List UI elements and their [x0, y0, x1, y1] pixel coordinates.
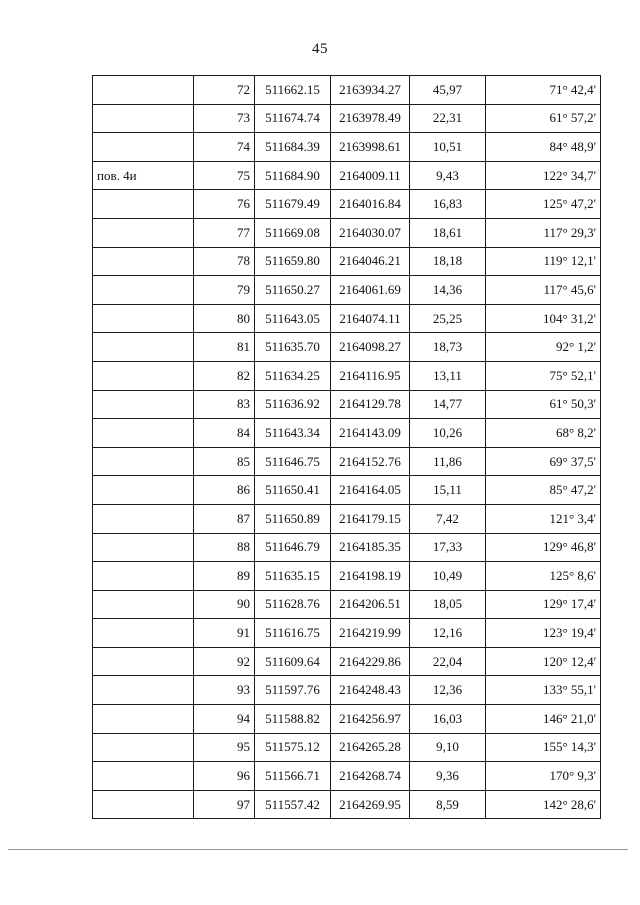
x-coordinate-cell: 511650.27 — [255, 276, 331, 305]
direction-angle-cell: 155° 14,3' — [486, 733, 601, 762]
table-row — [93, 676, 601, 705]
table-row — [93, 190, 601, 219]
row-label-cell — [93, 76, 194, 105]
x-coordinate-cell: 511597.76 — [255, 676, 331, 705]
direction-angle-cell: 117° 29,3' — [486, 218, 601, 247]
direction-angle-cell: 170° 9,3' — [486, 762, 601, 791]
table-row — [93, 133, 601, 162]
x-coordinate-cell: 511588.82 — [255, 705, 331, 734]
distance-cell: 12,16 — [410, 619, 486, 648]
table-row — [93, 504, 601, 533]
table-row — [93, 276, 601, 305]
distance-cell: 14,77 — [410, 390, 486, 419]
x-coordinate-cell: 511634.25 — [255, 361, 331, 390]
point-number-cell: 92 — [194, 647, 255, 676]
y-coordinate-cell: 2164164.05 — [331, 476, 410, 505]
x-coordinate-cell: 511650.89 — [255, 504, 331, 533]
y-coordinate-cell: 2164016.84 — [331, 190, 410, 219]
x-coordinate-cell: 511679.49 — [255, 190, 331, 219]
x-coordinate-cell: 511646.75 — [255, 447, 331, 476]
y-coordinate-cell: 2164046.21 — [331, 247, 410, 276]
point-number-cell: 82 — [194, 361, 255, 390]
y-coordinate-cell: 2163978.49 — [331, 104, 410, 133]
row-label-cell — [93, 190, 194, 219]
point-number-cell: 77 — [194, 218, 255, 247]
x-coordinate-cell: 511635.70 — [255, 333, 331, 362]
direction-angle-cell: 133° 55,1' — [486, 676, 601, 705]
distance-cell: 13,11 — [410, 361, 486, 390]
row-label-cell — [93, 619, 194, 648]
distance-cell: 14,36 — [410, 276, 486, 305]
x-coordinate-cell: 511628.76 — [255, 590, 331, 619]
distance-cell: 45,97 — [410, 76, 486, 105]
distance-cell: 9,36 — [410, 762, 486, 791]
direction-angle-cell: 92° 1,2' — [486, 333, 601, 362]
direction-angle-cell: 129° 46,8' — [486, 533, 601, 562]
row-label-cell — [93, 647, 194, 676]
x-coordinate-cell: 511674.74 — [255, 104, 331, 133]
point-number-cell: 97 — [194, 790, 255, 819]
point-number-cell: 81 — [194, 333, 255, 362]
y-coordinate-cell: 2164074.11 — [331, 304, 410, 333]
row-label-cell — [93, 733, 194, 762]
y-coordinate-cell: 2164206.51 — [331, 590, 410, 619]
row-label-cell — [93, 476, 194, 505]
distance-cell: 10,26 — [410, 419, 486, 448]
row-label-cell — [93, 276, 194, 305]
distance-cell: 16,03 — [410, 705, 486, 734]
point-number-cell: 74 — [194, 133, 255, 162]
coordinates-table — [92, 75, 601, 819]
table-row — [93, 247, 601, 276]
point-number-cell: 87 — [194, 504, 255, 533]
direction-angle-cell: 122° 34,7' — [486, 161, 601, 190]
x-coordinate-cell: 511684.39 — [255, 133, 331, 162]
row-label-cell — [93, 390, 194, 419]
table-row — [93, 705, 601, 734]
x-coordinate-cell: 511650.41 — [255, 476, 331, 505]
distance-cell: 10,49 — [410, 562, 486, 591]
distance-cell: 11,86 — [410, 447, 486, 476]
distance-cell: 25,25 — [410, 304, 486, 333]
direction-angle-cell: 84° 48,9' — [486, 133, 601, 162]
direction-angle-cell: 121° 3,4' — [486, 504, 601, 533]
table-row — [93, 533, 601, 562]
page-bottom-rule — [8, 849, 628, 850]
x-coordinate-cell: 511635.15 — [255, 562, 331, 591]
y-coordinate-cell: 2164269.95 — [331, 790, 410, 819]
distance-cell: 9,43 — [410, 161, 486, 190]
row-label-cell — [93, 562, 194, 591]
direction-angle-cell: 69° 37,5' — [486, 447, 601, 476]
y-coordinate-cell: 2164030.07 — [331, 218, 410, 247]
x-coordinate-cell: 511659.80 — [255, 247, 331, 276]
distance-cell: 18,18 — [410, 247, 486, 276]
distance-cell: 15,11 — [410, 476, 486, 505]
x-coordinate-cell: 511646.79 — [255, 533, 331, 562]
table-row — [93, 790, 601, 819]
y-coordinate-cell: 2164268.74 — [331, 762, 410, 791]
point-number-cell: 73 — [194, 104, 255, 133]
distance-cell: 8,59 — [410, 790, 486, 819]
table-row — [93, 762, 601, 791]
distance-cell: 22,31 — [410, 104, 486, 133]
row-label-cell — [93, 333, 194, 362]
direction-angle-cell: 117° 45,6' — [486, 276, 601, 305]
row-label-cell — [93, 533, 194, 562]
direction-angle-cell: 71° 42,4' — [486, 76, 601, 105]
point-number-cell: 75 — [194, 161, 255, 190]
coordinates-table-body — [93, 76, 601, 819]
direction-angle-cell: 123° 19,4' — [486, 619, 601, 648]
row-label-cell — [93, 104, 194, 133]
x-coordinate-cell: 511609.64 — [255, 647, 331, 676]
table-row — [93, 419, 601, 448]
point-number-cell: 91 — [194, 619, 255, 648]
row-label-cell — [93, 218, 194, 247]
direction-angle-cell: 129° 17,4' — [486, 590, 601, 619]
x-coordinate-cell: 511684.90 — [255, 161, 331, 190]
y-coordinate-cell: 2164061.69 — [331, 276, 410, 305]
table-row — [93, 390, 601, 419]
direction-angle-cell: 61° 57,2' — [486, 104, 601, 133]
point-number-cell: 80 — [194, 304, 255, 333]
y-coordinate-cell: 2164229.86 — [331, 647, 410, 676]
y-coordinate-cell: 2163998.61 — [331, 133, 410, 162]
row-label-cell — [93, 247, 194, 276]
row-label-cell — [93, 419, 194, 448]
page-number: 45 — [312, 41, 328, 57]
point-number-cell: 86 — [194, 476, 255, 505]
row-label-cell — [93, 361, 194, 390]
table-row — [93, 733, 601, 762]
point-number-cell: 88 — [194, 533, 255, 562]
row-label-cell — [93, 447, 194, 476]
table-row — [93, 476, 601, 505]
direction-angle-cell: 119° 12,1' — [486, 247, 601, 276]
table-row — [93, 218, 601, 247]
point-number-cell: 96 — [194, 762, 255, 791]
table-row — [93, 161, 601, 190]
y-coordinate-cell: 2164116.95 — [331, 361, 410, 390]
row-label-cell — [93, 504, 194, 533]
point-number-cell: 84 — [194, 419, 255, 448]
distance-cell: 22,04 — [410, 647, 486, 676]
row-label-cell — [93, 676, 194, 705]
direction-angle-cell: 125° 47,2' — [486, 190, 601, 219]
row-label-cell — [93, 133, 194, 162]
x-coordinate-cell: 511662.15 — [255, 76, 331, 105]
y-coordinate-cell: 2164198.19 — [331, 562, 410, 591]
point-number-cell: 85 — [194, 447, 255, 476]
row-label-cell: пов. 4и — [93, 161, 194, 190]
x-coordinate-cell: 511643.34 — [255, 419, 331, 448]
distance-cell: 18,73 — [410, 333, 486, 362]
point-number-cell: 95 — [194, 733, 255, 762]
direction-angle-cell: 75° 52,1' — [486, 361, 601, 390]
y-coordinate-cell: 2164152.76 — [331, 447, 410, 476]
x-coordinate-cell: 511575.12 — [255, 733, 331, 762]
table-row — [93, 76, 601, 105]
row-label-cell — [93, 762, 194, 791]
distance-cell: 12,36 — [410, 676, 486, 705]
direction-angle-cell: 104° 31,2' — [486, 304, 601, 333]
y-coordinate-cell: 2164256.97 — [331, 705, 410, 734]
direction-angle-cell: 85° 47,2' — [486, 476, 601, 505]
direction-angle-cell: 120° 12,4' — [486, 647, 601, 676]
y-coordinate-cell: 2164248.43 — [331, 676, 410, 705]
y-coordinate-cell: 2164219.99 — [331, 619, 410, 648]
y-coordinate-cell: 2164143.09 — [331, 419, 410, 448]
direction-angle-cell: 68° 8,2' — [486, 419, 601, 448]
distance-cell: 16,83 — [410, 190, 486, 219]
table-row — [93, 562, 601, 591]
table-row — [93, 304, 601, 333]
direction-angle-cell: 146° 21,0' — [486, 705, 601, 734]
y-coordinate-cell: 2164179.15 — [331, 504, 410, 533]
table-row — [93, 361, 601, 390]
distance-cell: 7,42 — [410, 504, 486, 533]
table-row — [93, 104, 601, 133]
distance-cell: 17,33 — [410, 533, 486, 562]
table-row — [93, 447, 601, 476]
table-row — [93, 590, 601, 619]
y-coordinate-cell: 2164265.28 — [331, 733, 410, 762]
point-number-cell: 90 — [194, 590, 255, 619]
row-label-cell — [93, 790, 194, 819]
row-label-cell — [93, 590, 194, 619]
direction-angle-cell: 142° 28,6' — [486, 790, 601, 819]
row-label-cell — [93, 304, 194, 333]
y-coordinate-cell: 2164185.35 — [331, 533, 410, 562]
y-coordinate-cell: 2163934.27 — [331, 76, 410, 105]
distance-cell: 10,51 — [410, 133, 486, 162]
distance-cell: 18,05 — [410, 590, 486, 619]
y-coordinate-cell: 2164098.27 — [331, 333, 410, 362]
y-coordinate-cell: 2164129.78 — [331, 390, 410, 419]
x-coordinate-cell: 511566.71 — [255, 762, 331, 791]
x-coordinate-cell: 511557.42 — [255, 790, 331, 819]
direction-angle-cell: 125° 8,6' — [486, 562, 601, 591]
distance-cell: 18,61 — [410, 218, 486, 247]
x-coordinate-cell: 511636.92 — [255, 390, 331, 419]
point-number-cell: 83 — [194, 390, 255, 419]
point-number-cell: 79 — [194, 276, 255, 305]
point-number-cell: 76 — [194, 190, 255, 219]
table-row — [93, 333, 601, 362]
x-coordinate-cell: 511643.05 — [255, 304, 331, 333]
point-number-cell: 94 — [194, 705, 255, 734]
table-row — [93, 619, 601, 648]
x-coordinate-cell: 511669.08 — [255, 218, 331, 247]
point-number-cell: 72 — [194, 76, 255, 105]
y-coordinate-cell: 2164009.11 — [331, 161, 410, 190]
direction-angle-cell: 61° 50,3' — [486, 390, 601, 419]
point-number-cell: 89 — [194, 562, 255, 591]
distance-cell: 9,10 — [410, 733, 486, 762]
row-label-cell — [93, 705, 194, 734]
x-coordinate-cell: 511616.75 — [255, 619, 331, 648]
point-number-cell: 78 — [194, 247, 255, 276]
point-number-cell: 93 — [194, 676, 255, 705]
table-row — [93, 647, 601, 676]
